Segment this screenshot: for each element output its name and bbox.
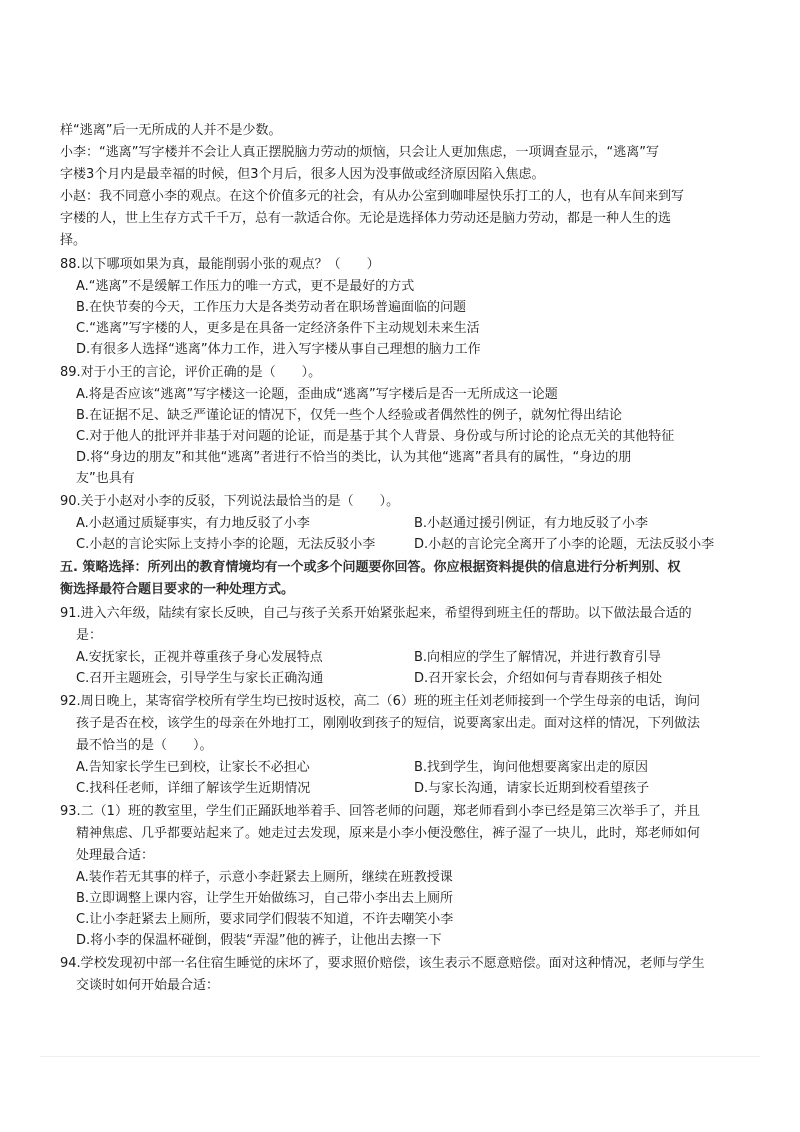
option-c: C.“逃离”写字楼的人，更多是在具备一定经济条件下主动规划未来生活 (76, 321, 480, 336)
option-b: B.小赵通过援引例证，有力地反驳了小李 (414, 516, 649, 531)
option-d-cont: 友”也具有 (76, 471, 135, 486)
question-89 (60, 362, 750, 489)
option-d: D.将小李的保温杯碰倒，假装“弄湿”他的裤子，让他出去擦一下 (76, 933, 442, 948)
option-b: B.向相应的学生了解情况，并进行教育引导 (414, 650, 662, 665)
option-d: D.小赵的言论完全离开了小李的论题，无法反驳小李 (414, 537, 715, 552)
question-stem: 94.学校发现初中部一名住宿生睡觉的床坏了，要求照价赔偿，该生表示不愿意赔偿。面对这种情况，老师与学生 (60, 956, 705, 971)
question-stem: 92.周日晚上，某寄宿学校所有学生均已按时返校，高二（6）班的班主任刘老师接到一个学生母亲的电话，询问 (60, 694, 700, 709)
question-stem-cont: 孩子是否在校，该学生的母亲在外地打工，刚刚收到孩子的短信，说要离家出走。面对这样的情况，下列做法 (76, 716, 701, 731)
passage-line: 样“逃离”后一无所成的人并不是少数。 (60, 123, 282, 138)
question-90 (60, 491, 750, 555)
passage-xiaozhao: 小赵：我不同意小李的观点。在这个价值多元的社会，有从办公室到咖啡屋快乐打工的人，也有从车间来到写 (60, 189, 685, 204)
option-b: B.在证据不足、缺乏严谨论证的情况下，仅凭一些个人经验或者偶然性的例子，就匆忙得出结论 (76, 408, 623, 423)
question-stem-cont: 精神焦虑、几乎都要站起来了。她走过去发现，原来是小李小便没憋住，裤子湿了一块儿，此时，郑老师如何 (76, 826, 701, 841)
option-d: D.将“身边的朋友”和其他“逃离”者进行不恰当的类比，认为其他“逃离”者具有的属性，“身边的朋 (76, 450, 632, 465)
question-stem-cont: 处理最合适： (76, 848, 155, 863)
section-heading-line: 衡选择最符合题目要求的一种处理方式。 (60, 582, 295, 597)
option-a: A.“逃离”不是缓解工作压力的唯一方式，更不是最好的方式 (76, 279, 415, 294)
options-row (60, 757, 750, 778)
option-c: C.召开主题班会，引导学生与家长正确沟通 (76, 671, 324, 686)
passage-xiaozhao-cont: 字楼的人，世上生存方式千千万，总有一款适合你。无论是选择体力劳动还是脑力劳动，都是一种人生的选 (60, 211, 672, 226)
section-heading (60, 557, 750, 601)
question-93 (60, 801, 750, 951)
option-a: A.装作若无其事的样子，示意小李赶紧去上厕所，继续在班教授课 (76, 870, 453, 885)
options-row (60, 534, 750, 555)
option-a: A.告知家长学生已到校，让家长不必担心 (76, 760, 310, 775)
question-stem: 90.关于小赵对小李的反驳，下列说法最恰当的是（ ）。 (60, 494, 400, 509)
section-heading-line: 五. 策略选择：所列出的教育情境均有一个或多个问题要你回答。你应根据资料提供的信息进行分析判别、权 (60, 560, 681, 575)
passage-xiaozhao-cont: 择。 (60, 233, 87, 248)
question-stem: 91.进入六年级，陆续有家长反映，自己与孩子关系开始紧张起来，希望得到班主任的帮助。以下做法最合适的 (60, 606, 692, 621)
option-c: C.让小李赶紧去上厕所，要求同学们假装不知道，不许去嘲笑小李 (76, 912, 454, 927)
option-d: D.召开家长会，介绍如何与青春期孩子相处 (414, 671, 663, 686)
question-88 (60, 254, 750, 360)
question-stem-cont: 是： (76, 628, 103, 643)
option-b: B.找到学生，询问他想要离家出走的原因 (414, 760, 649, 775)
option-c: C.对于他人的批评并非基于对问题的论证，而是基于其个人背景、身份或与所讨论的论点无关的其他特征 (76, 429, 675, 444)
question-94 (60, 953, 750, 997)
option-b: B.立即调整上课内容，让学生开始做练习，自己带小李出去上厕所 (76, 891, 454, 906)
passage-xiaoli: 小李：“逃离”写字楼并不会让人真正摆脱脑力劳动的烦恼，只会让人更加焦虑，一项调查显示，“逃离”写 (60, 145, 659, 160)
option-a: A.安抚家长，正视并尊重孩子身心发展特点 (76, 650, 323, 665)
options-row (60, 647, 750, 668)
question-stem: 93.二（1）班的教室里，学生们正踊跃地举着手、回答老师的问题，郑老师看到小李已经是第三次举手了，并且 (60, 804, 700, 819)
question-stem: 88.以下哪项如果为真，最能削弱小张的观点？（ ） (60, 257, 380, 272)
passage-xiaoli-cont: 字楼3个月内是最幸福的时候，但3个月后，很多人因为没事做或经济原因陷入焦虑。 (60, 167, 545, 182)
question-stem-cont: 最不恰当的是（ ）。 (76, 738, 213, 753)
option-a: A.将是否应该“逃离”写字楼这一论题，歪曲成“逃离”写字楼后是否一无所成这一论题 (76, 387, 558, 402)
option-d: D.有很多人选择“逃离”体力工作，进入写字楼从事自己理想的脑力工作 (76, 342, 481, 357)
question-92 (60, 691, 750, 799)
question-stem-cont: 交谈时如何开始最合适： (76, 978, 220, 993)
page-divider (40, 1056, 760, 1057)
option-c: C.小赵的言论实际上支持小李的论题，无法反驳小李 (76, 537, 376, 552)
options-row (60, 668, 750, 689)
question-stem: 89.对于小王的言论，评价正确的是（ ）。 (60, 365, 322, 380)
option-d: D.与家长沟通，请家长近期到校看望孩子 (414, 781, 650, 796)
option-b: B.在快节奏的今天，工作压力大是各类劳动者在职场普遍面临的问题 (76, 300, 467, 315)
options-row (60, 778, 750, 799)
document-body (60, 120, 750, 997)
option-a: A.小赵通过质疑事实，有力地反驳了小李 (76, 516, 310, 531)
question-91 (60, 603, 750, 689)
option-c: C.找科任老师，详细了解该学生近期情况 (76, 781, 311, 796)
passage (60, 120, 750, 252)
options-row (60, 513, 750, 534)
